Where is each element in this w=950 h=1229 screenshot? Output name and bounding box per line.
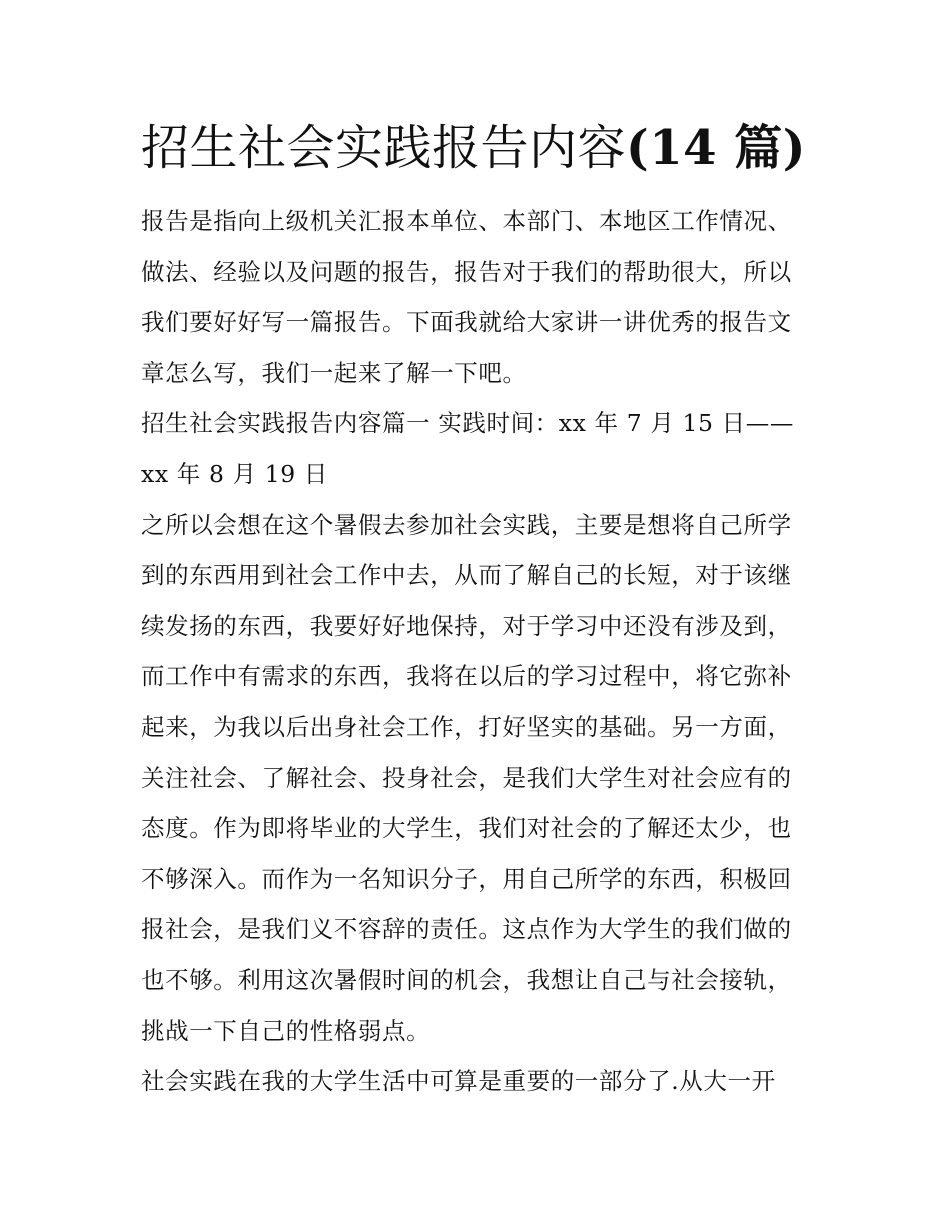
section-heading-paragraph: 招生社会实践报告内容篇一 实践时间：xx 年 7 月 15 日——xx 年 8 月 19 日: [141, 409, 794, 488]
body-paragraph-continued: 社会实践在我的大学生活中可算是重要的一部分了.从大一开: [141, 1067, 776, 1096]
document-title: [141, 112, 813, 184]
document-title-main: 招生社会实践报告内容: [141, 120, 627, 176]
document-title-suffix: (14 篇): [626, 120, 806, 176]
intro-paragraph: 报告是指向上级机关汇报本单位、本部门、本地区工作情况、做法、经验以及问题的报告，报告对于我们的帮助很大，所以我们要好好写一篇报告。下面我就给大家讲一讲优秀的报告文章怎么写，我们一起来了解一下吧。: [141, 207, 792, 387]
document-body: [141, 112, 813, 1107]
body-paragraph: 之所以会想在这个暑假去参加社会实践，主要是想将自己所学到的东西用到社会工作中去，从而了解自己的长短，对于该继续发扬的东西，我要好好地保持，对于学习中还没有涉及到，而工作中有需求的东西，我将在以后的学习过程中，将它弥补起来，为我以后出身社会工作，打好坚实的基础。另一方面，关注社会、了解社会、投身社会，是我们大学生对社会应有的态度。作为即将毕业的大学生，我们对社会的了解还太少，也不够深入。而作为一名知识分子，用自己所学的东西，积极回报社会，是我们义不容辞的责任。这点作为大学生的我们做的也不够。利用这次暑假时间的机会，我想让自己与社会接轨，挑战一下自己的性格弱点。: [141, 510, 792, 1045]
